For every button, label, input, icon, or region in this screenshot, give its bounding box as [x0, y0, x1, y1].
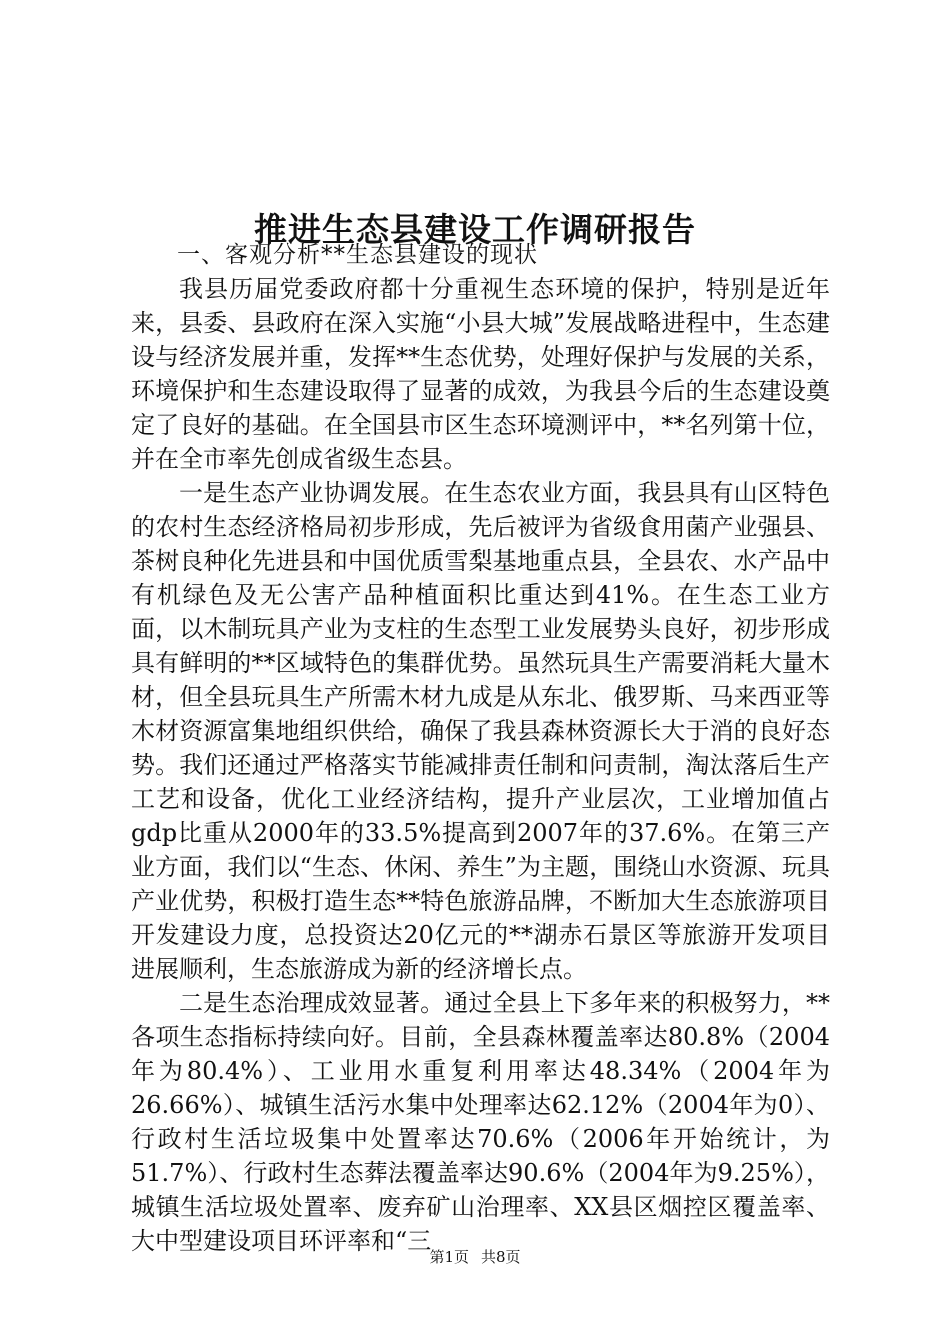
document-title: 推进生态县建设工作调研报告	[254, 210, 696, 250]
section-heading: 一、客观分析**生态县建设的现状	[177, 242, 538, 268]
page-footer	[0, 1247, 950, 1267]
paragraph: 一是生态产业协调发展。在生态农业方面，我县具有山区特色的农村生态经济格局初步形成，先后被评为省级食用菌产业强县、茶树良种化先进县和中国优质雪梨基地重点县，全县农、水产品中有机绿色及无公害产品种植面积比重达到41%。在生态工业方面，以木制玩具产业为支柱的生态型工业发展势头良好，初步形成具有鲜明的**区域特色的集群优势。虽然玩具生产需要消耗大量木材，但全县玩具生产所需木材九成是从东北、俄罗斯、马来西亚等木材资源富集地组织供给，确保了我县森林资源长大于消的良好态势。我们还通过严格落实节能减排责任制和问责制，淘汰落后生产工艺和设备，优化工业经济结构，提升产业层次，工业增加值占gdp比重从2000年的33.5%提高到2007年的37.6%。在第三产业方面，我们以“生态、休闲、养生”为主题，围绕山水资源、玩具产业优势，积极打造生态**特色旅游品牌，不断加大生态旅游项目开发建设力度，总投资达20亿元的**湖赤石景区等旅游开发项目进展顺利，生态旅游成为新的经济增长点。	[131, 479, 830, 983]
page-number: 第1页	[429, 1248, 469, 1266]
document-body	[131, 238, 830, 1258]
page-total: 共8页	[481, 1248, 521, 1266]
paragraph: 二是生态治理成效显著。通过全县上下多年来的积极努力，**各项生态指标持续向好。目前，全县森林覆盖率达80.8%（2004年为80.4%）、工业用水重复利用率达48.34%（2004年为26.66%）、城镇生活污水集中处理率达62.12%（2004年为0）、行政村生活垃圾集中处置率达70.6%（2006年开始统计，为51.7%）、行政村生态葬法覆盖率达90.6%（2004年为9.25%），城镇生活垃圾处置率、废弃矿山治理率、XX县区烟控区覆盖率、大中型建设项目环评率和“三	[131, 989, 830, 1255]
paragraph: 我县历届党委政府都十分重视生态环境的保护，特别是近年来，县委、县政府在深入实施“小县大城”发展战略进程中，生态建设与经济发展并重，发挥**生态优势，处理好保护与发展的关系，环境保护和生态建设取得了显著的成效，为我县今后的生态建设奠定了良好的基础。在全国县市区生态环境测评中，**名列第十位，并在全市率先创成省级生态县。	[131, 275, 830, 473]
